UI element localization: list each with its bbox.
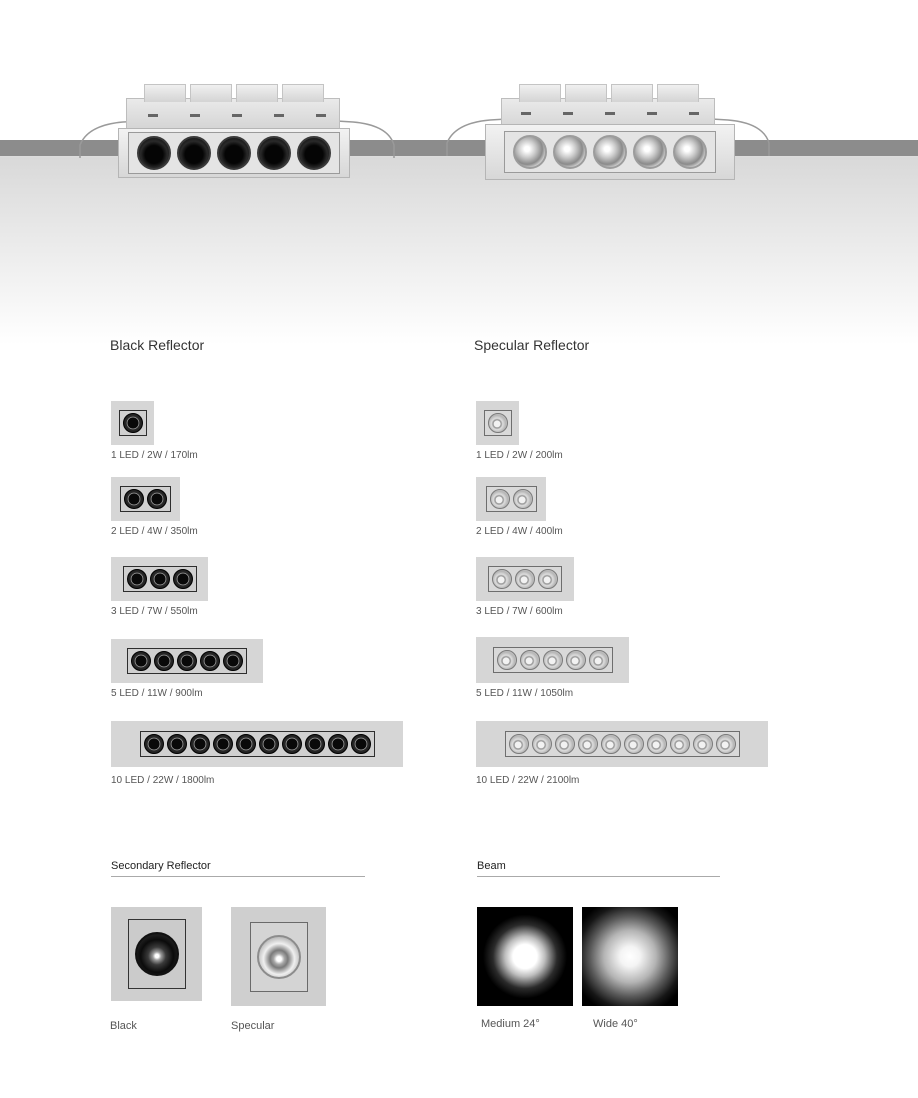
black-led-icon xyxy=(167,734,187,754)
specular-led-icon xyxy=(509,734,529,754)
fixture-fin xyxy=(611,84,653,102)
variant-frame xyxy=(484,410,512,436)
variant-frame xyxy=(493,647,613,673)
specular-led-icon xyxy=(589,650,609,670)
beam-wide-image xyxy=(582,907,678,1006)
black-led-icon xyxy=(177,651,197,671)
fixture-fin xyxy=(236,84,278,102)
fixture-slot xyxy=(316,114,326,117)
variant-plate xyxy=(476,637,629,683)
specular-led-icon xyxy=(716,734,736,754)
variant-plate xyxy=(111,401,154,445)
fixture-trim-plate xyxy=(485,124,735,180)
black-variant-3-led xyxy=(111,557,208,617)
specular-reflector-led xyxy=(553,135,587,169)
variant-frame xyxy=(505,731,740,757)
variant-frame xyxy=(123,566,197,592)
variant-frame xyxy=(127,648,247,674)
fixture-fin xyxy=(657,84,699,102)
fixture-slot xyxy=(689,112,699,115)
variant-plate xyxy=(476,721,768,767)
fixture-trim-plate xyxy=(118,128,350,178)
specular-led-icon xyxy=(647,734,667,754)
fixture-slot xyxy=(647,112,657,115)
black-reflector-led xyxy=(297,136,331,170)
variant-frame xyxy=(488,566,562,592)
black-variant-1-led xyxy=(111,401,198,461)
black-led-icon xyxy=(351,734,371,754)
specular-led-icon xyxy=(520,650,540,670)
black-led-icon xyxy=(173,569,193,589)
specular-led-icon xyxy=(532,734,552,754)
specular-reflector-led xyxy=(673,135,707,169)
hero-banner xyxy=(0,0,918,345)
specular-variant-3-led xyxy=(476,557,574,617)
secondary-reflector-specular-image xyxy=(231,907,326,1006)
fixture-black-reflector-image xyxy=(78,80,398,180)
variant-spec-caption: 3 LED / 7W / 600lm xyxy=(476,606,563,617)
specular-reflector-led-icon xyxy=(257,935,301,979)
fixture-fin xyxy=(565,84,607,102)
secondary-reflector-frame xyxy=(250,922,308,992)
black-led-icon xyxy=(150,569,170,589)
black-led-icon xyxy=(124,489,144,509)
black-led-icon xyxy=(123,413,143,433)
beam-heading: Beam xyxy=(477,860,720,877)
specular-variant-1-led xyxy=(476,401,563,461)
fixture-slot xyxy=(232,114,242,117)
fixture-slot xyxy=(521,112,531,115)
specular-led-icon xyxy=(490,489,510,509)
black-led-icon xyxy=(144,734,164,754)
secondary-reflector-black-image xyxy=(111,907,202,1001)
fixture-led-frame xyxy=(128,132,340,174)
black-reflector-led-icon xyxy=(135,932,179,976)
black-led-icon xyxy=(147,489,167,509)
black-led-icon xyxy=(282,734,302,754)
black-led-icon xyxy=(154,651,174,671)
black-led-icon xyxy=(223,651,243,671)
specular-led-icon xyxy=(543,650,563,670)
fixture-slot xyxy=(274,114,284,117)
secondary-reflector-specular-label: Specular xyxy=(231,1020,275,1032)
variant-spec-caption: 2 LED / 4W / 400lm xyxy=(476,526,563,537)
specular-reflector-heading: Specular Reflector xyxy=(474,337,590,353)
variant-frame xyxy=(486,486,537,512)
specular-variant-5-led xyxy=(476,637,629,699)
fixture-led-frame xyxy=(504,131,716,173)
variant-spec-caption: 5 LED / 11W / 1050lm xyxy=(476,688,574,699)
black-reflector-heading: Black Reflector xyxy=(110,337,205,353)
black-led-icon xyxy=(213,734,233,754)
specular-led-icon xyxy=(515,569,535,589)
variant-plate xyxy=(476,477,546,521)
black-variant-2-led xyxy=(111,477,198,537)
variant-spec-caption: 3 LED / 7W / 550lm xyxy=(111,606,198,617)
beam-wide-label: Wide 40° xyxy=(593,1018,638,1030)
black-led-icon xyxy=(328,734,348,754)
fixture-specular-reflector-image xyxy=(445,78,775,182)
specular-led-icon xyxy=(670,734,690,754)
black-led-icon xyxy=(127,569,147,589)
specular-led-icon xyxy=(497,650,517,670)
variant-frame xyxy=(119,410,147,436)
black-variant-10-led xyxy=(111,721,403,786)
black-variant-5-led xyxy=(111,639,263,699)
variant-spec-caption: 10 LED / 22W / 1800lm xyxy=(111,775,215,786)
fixture-slot xyxy=(563,112,573,115)
variant-plate xyxy=(111,721,403,767)
black-led-icon xyxy=(305,734,325,754)
specular-led-icon xyxy=(513,489,533,509)
specular-reflector-led xyxy=(593,135,627,169)
variant-plate xyxy=(111,639,263,683)
variant-spec-caption: 1 LED / 2W / 200lm xyxy=(476,450,563,461)
black-reflector-led xyxy=(137,136,171,170)
variant-spec-caption: 5 LED / 11W / 900lm xyxy=(111,688,203,699)
black-led-icon xyxy=(259,734,279,754)
specular-reflector-led xyxy=(513,135,547,169)
variant-spec-caption: 2 LED / 4W / 350lm xyxy=(111,526,198,537)
beam-medium-label: Medium 24° xyxy=(481,1018,540,1030)
specular-led-icon xyxy=(624,734,644,754)
secondary-reflector-black-label: Black xyxy=(110,1020,137,1032)
specular-led-icon xyxy=(555,734,575,754)
black-led-icon xyxy=(190,734,210,754)
black-reflector-led xyxy=(257,136,291,170)
specular-led-icon xyxy=(492,569,512,589)
specular-led-icon xyxy=(601,734,621,754)
black-reflector-led xyxy=(177,136,211,170)
specular-led-icon xyxy=(693,734,713,754)
variant-plate xyxy=(476,557,574,601)
black-led-icon xyxy=(236,734,256,754)
specular-led-icon xyxy=(488,413,508,433)
specular-led-icon xyxy=(578,734,598,754)
variant-plate xyxy=(476,401,519,445)
black-reflector-led xyxy=(217,136,251,170)
fixture-fin xyxy=(144,84,186,102)
fixture-fin xyxy=(519,84,561,102)
fixture-slot xyxy=(190,114,200,117)
variant-spec-caption: 1 LED / 2W / 170lm xyxy=(111,450,198,461)
secondary-reflector-frame xyxy=(128,919,186,989)
variant-frame xyxy=(140,731,375,757)
variant-plate xyxy=(111,477,180,521)
variant-spec-caption: 10 LED / 22W / 2100lm xyxy=(476,775,580,786)
fixture-fin xyxy=(282,84,324,102)
specular-variant-2-led xyxy=(476,477,563,537)
secondary-reflector-heading: Secondary Reflector xyxy=(111,860,365,877)
fixture-fin xyxy=(190,84,232,102)
black-led-icon xyxy=(200,651,220,671)
beam-medium-image xyxy=(477,907,573,1006)
black-led-icon xyxy=(131,651,151,671)
specular-led-icon xyxy=(538,569,558,589)
fixture-slot xyxy=(148,114,158,117)
variant-plate xyxy=(111,557,208,601)
variant-frame xyxy=(120,486,171,512)
specular-reflector-led xyxy=(633,135,667,169)
specular-variant-10-led xyxy=(476,721,768,786)
specular-led-icon xyxy=(566,650,586,670)
fixture-slot xyxy=(605,112,615,115)
